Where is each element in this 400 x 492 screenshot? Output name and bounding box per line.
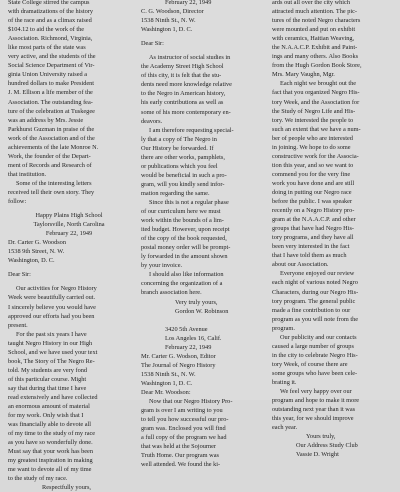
text-line: me want to devote all of my time bbox=[8, 466, 92, 474]
text-line: taught Negro History in our High bbox=[8, 339, 93, 347]
text-line: in joining. We hope to do some bbox=[272, 143, 351, 151]
text-line: recently on a Negro History pro- bbox=[272, 207, 355, 215]
text-line: been very interested in the fact bbox=[272, 243, 350, 251]
text-line: groups that have had Negro His- bbox=[272, 225, 355, 233]
text-line: Truth Home. Our program was bbox=[141, 452, 219, 460]
text-line: in the city to celebrate Negro His- bbox=[272, 351, 358, 359]
text-line: 1538 Ninth St., N. W. bbox=[141, 370, 196, 378]
text-line: 3420 5th Avenue bbox=[165, 325, 208, 333]
text-line: branch association here. bbox=[141, 289, 202, 297]
text-line: Must say that your work has been bbox=[8, 448, 93, 456]
text-line: ings and many others. Also Books bbox=[272, 53, 359, 61]
text-line: Some of the interesting letters bbox=[16, 179, 92, 187]
text-line: Characters, during our Negro His- bbox=[272, 288, 359, 296]
text-line: gram, will you kindly send infor- bbox=[141, 180, 225, 188]
text-line: Week were beautifully carried out. bbox=[8, 294, 96, 302]
text-line: Vassie D. Wright bbox=[296, 451, 339, 459]
text-line: doing in putting our Negro race bbox=[272, 188, 352, 196]
text-line: with dramatizations of the history bbox=[8, 8, 93, 16]
text-line: Very truly yours, bbox=[175, 298, 218, 306]
text-line: Association. Richmond, Virginia, bbox=[8, 35, 93, 43]
text-line: Los Angeles 16, Calif. bbox=[165, 334, 222, 342]
text-line: ly forwarded in the amount shown bbox=[141, 253, 228, 261]
text-line: constructive work for the Associa- bbox=[272, 152, 359, 160]
text-line: work of the Association and of the bbox=[8, 134, 95, 142]
text-line: such an extent that we have a num- bbox=[272, 125, 361, 133]
text-line: program as you will note from the bbox=[272, 315, 359, 323]
text-line: that I have told them as much bbox=[272, 252, 347, 260]
text-line: each year. bbox=[272, 424, 298, 432]
text-line: tion this year, and so we want to bbox=[272, 161, 354, 169]
text-line: say that during that time I have bbox=[8, 384, 87, 392]
text-line: Washington 1, D. C. bbox=[141, 379, 193, 387]
text-line: program. bbox=[272, 324, 295, 332]
text-line: of the race and as a climax raised bbox=[8, 17, 92, 25]
text-line: approved our efforts had you been bbox=[8, 312, 95, 320]
text-line: there are other works, pamphlets, bbox=[141, 153, 225, 161]
text-line: as you have so wonderfully done. bbox=[8, 439, 93, 447]
text-line: tory. We interested the people to bbox=[272, 116, 354, 124]
text-line: with ceramics, Haitian Weaving, bbox=[272, 35, 355, 43]
text-line: Each night we brought out the bbox=[280, 80, 357, 88]
text-line: ited budget. However, upon receipt bbox=[141, 226, 230, 234]
text-line: told. My students are very fond bbox=[8, 366, 88, 374]
text-line: achievements of the late Monroe N. bbox=[8, 143, 99, 151]
text-line: an enormous amount of material bbox=[8, 403, 90, 411]
text-line: School, and we have used your text bbox=[8, 348, 98, 356]
text-line: well attended. We found the ki- bbox=[141, 461, 221, 469]
text-line: Our History be forwarded. If bbox=[141, 144, 214, 152]
text-line: Washington 1, D. C. bbox=[141, 26, 193, 34]
text-line: to the Negro in American history, bbox=[141, 90, 226, 98]
text-line: Association. The outstanding fea- bbox=[8, 98, 93, 106]
text-line: $104.12 to aid the work of the bbox=[8, 26, 85, 34]
text-line: February 22, 1949 bbox=[165, 343, 212, 351]
text-line: attracted much attention. The pic- bbox=[272, 8, 358, 16]
text-line: work you have done and are still bbox=[272, 179, 355, 187]
text-line: Our Address Study Club bbox=[296, 442, 358, 450]
text-line: 1538 9th Street, N. W. bbox=[8, 248, 65, 256]
text-line: tory programs, and they have all bbox=[272, 234, 354, 242]
text-line: brating it. bbox=[272, 378, 297, 386]
text-line: ly that a copy of The Negro in bbox=[141, 135, 217, 143]
text-line: very active, and the students of the bbox=[8, 53, 96, 61]
text-line: that was held at the Sojourner bbox=[141, 443, 217, 451]
text-line: ment of Records and Research of bbox=[8, 161, 92, 169]
text-line: concerning the organization of a bbox=[141, 280, 223, 288]
text-line: Gordon W. Robinson bbox=[175, 307, 229, 315]
text-line: from the Hugh Gordon Book Store, bbox=[272, 62, 362, 70]
text-line: postal money order will be prompt- bbox=[141, 244, 231, 252]
text-line: of my time to the study of my race bbox=[8, 430, 96, 438]
text-line: I am therefore requesting special- bbox=[149, 126, 234, 134]
text-line: The Journal of Negro History bbox=[141, 361, 216, 369]
text-line: received tell their own story. They bbox=[8, 188, 95, 196]
text-line: before the public. I was speaker bbox=[272, 198, 353, 206]
text-line: by your invoice. bbox=[141, 262, 183, 270]
text-line: his early contributions as well as bbox=[141, 99, 224, 107]
text-line: Work, the founder of the Depart- bbox=[8, 152, 91, 160]
text-line: gram at the N.A.A.C.P. and other bbox=[272, 216, 356, 224]
text-line: caused a large number of groups bbox=[272, 342, 354, 350]
text-line: As instructor of social studies in bbox=[149, 54, 231, 62]
text-line: February 22, 1949 bbox=[165, 0, 212, 6]
text-line: Respectfully yours, bbox=[42, 484, 91, 492]
text-line: some of his more contemporary en- bbox=[141, 108, 231, 116]
text-line: work within the bounds of a lim- bbox=[141, 217, 224, 225]
text-line: a full copy of the program we had bbox=[141, 434, 227, 442]
text-line: I should also like information bbox=[149, 271, 224, 279]
text-line: February 22, 1949 bbox=[45, 230, 93, 238]
text-line: for my work. Only wish that I bbox=[8, 412, 84, 420]
text-line: C. G. Woodson, Director bbox=[141, 8, 204, 16]
text-line: Social Science Department of Vir- bbox=[8, 62, 95, 70]
text-line: made a fine contribution to our bbox=[272, 306, 351, 314]
text-line: ber of people who are interested bbox=[272, 134, 353, 142]
text-line: follow: bbox=[8, 198, 27, 206]
text-line: Everyone enjoyed our review bbox=[280, 270, 355, 278]
text-line: to tell you how successful our pro- bbox=[141, 416, 229, 424]
text-line: each night of various noted Negro bbox=[272, 279, 358, 287]
text-line: hundred dollars to make President bbox=[8, 80, 95, 88]
text-line: Happy Plains High School bbox=[35, 212, 103, 220]
text-line: ginia Union University raised a bbox=[8, 71, 88, 79]
text-line: were mounted and put on exhibit bbox=[272, 26, 356, 34]
text-line: book, The Story of The Negro Re- bbox=[8, 357, 95, 365]
text-line: Mrs. Mary Vaughn, Mgr. bbox=[272, 71, 335, 79]
text-line: about our Association. bbox=[272, 261, 329, 269]
text-line: Since this is not a regular phase bbox=[149, 198, 229, 206]
text-line: ture of the celebration at Tuskegee bbox=[8, 107, 95, 115]
text-line: State College stirred the campus bbox=[8, 0, 90, 6]
text-line: 1538 Ninth St., N. W. bbox=[141, 17, 196, 25]
text-line: gram is over I am writing to you bbox=[141, 407, 223, 415]
text-line: fact that you organized Negro His- bbox=[272, 89, 360, 97]
text-line bbox=[141, 316, 262, 325]
text-line: outstanding next year than it was bbox=[272, 406, 356, 414]
text-line: dents need more knowledge relative bbox=[141, 81, 232, 89]
text-line: deavors. bbox=[141, 117, 163, 125]
text-line: present. bbox=[8, 321, 28, 329]
text-line: to the study of my race. bbox=[8, 475, 68, 483]
text-line: tory Week, of course there are bbox=[272, 360, 348, 368]
text-line: tory program. The general public bbox=[272, 297, 356, 305]
text-line: J. M. Ellison a life member of the bbox=[8, 89, 93, 97]
text-line: I sincerely believe you would have bbox=[8, 303, 96, 311]
text-line: Our publicity and our contacts bbox=[280, 333, 357, 341]
text-line: the N.A.A.C.P. Exhibit and Paint- bbox=[272, 44, 358, 52]
text-line: tures of the noted Negro characters bbox=[272, 17, 361, 25]
text-line: was an address by Mrs. Jessie bbox=[8, 116, 84, 124]
text-line: like most parts of the state was bbox=[8, 44, 86, 52]
text-line: the Study of Negro Life and His- bbox=[272, 107, 356, 115]
text-line: my greatest inspiration in making bbox=[8, 457, 93, 465]
text-line: the Academy Street High School bbox=[141, 63, 224, 71]
text-line: Our activities for Negro History bbox=[16, 285, 97, 293]
text-line: Washington, D. C. bbox=[8, 257, 55, 265]
text-line: tory Week, and the Association for bbox=[272, 98, 360, 106]
text-line: program and hope to make it more bbox=[272, 397, 360, 405]
text-line: or publications which you feel bbox=[141, 162, 218, 170]
text-line: commend you for the very fine bbox=[272, 170, 351, 178]
text-line: gram was. Enclosed you will find bbox=[141, 425, 226, 433]
text-line: this year, for we should improve bbox=[272, 415, 354, 423]
column-middle bbox=[141, 0, 262, 469]
text-line: Dear Mr. Woodson: bbox=[141, 388, 191, 396]
text-line: Mr. Carter G. Wodson, Editor bbox=[141, 352, 216, 360]
text-line: some groups who have been cele- bbox=[272, 369, 358, 377]
text-line: that institution. bbox=[8, 170, 47, 178]
column-left bbox=[8, 0, 130, 492]
text-line: Parkhurst Guzman in praise of the bbox=[8, 125, 95, 133]
column-right bbox=[272, 0, 393, 459]
text-line: was financially able to devote all bbox=[8, 421, 92, 429]
text-line: We feel very happy over our bbox=[280, 388, 352, 396]
text-line: of this city, it is felt that the stu- bbox=[141, 72, 222, 80]
text-line: Dear Sir: bbox=[141, 40, 164, 48]
text-line: Yours truly, bbox=[306, 433, 336, 441]
text-line: mation regarding the same. bbox=[141, 189, 210, 197]
text-line: Taylorsville, North Carolina bbox=[33, 221, 105, 229]
text-line: Dr. Carter G. Woodson bbox=[8, 239, 66, 247]
text-line: For the past six years I have bbox=[16, 330, 87, 338]
text-line: of this particular course. Might bbox=[8, 375, 87, 383]
text-line: ards out all over the city which bbox=[272, 0, 350, 6]
text-line: of the copy of the book requested, bbox=[141, 235, 227, 243]
text-line: Dear Sir: bbox=[8, 271, 31, 279]
text-line: read extensively and have collected bbox=[8, 393, 98, 401]
text-line: would be beneficial in such a pro- bbox=[141, 171, 227, 179]
text-line: of our curriculum here we must bbox=[141, 208, 221, 216]
text-line: Now that our Negro History Pro- bbox=[149, 397, 233, 405]
